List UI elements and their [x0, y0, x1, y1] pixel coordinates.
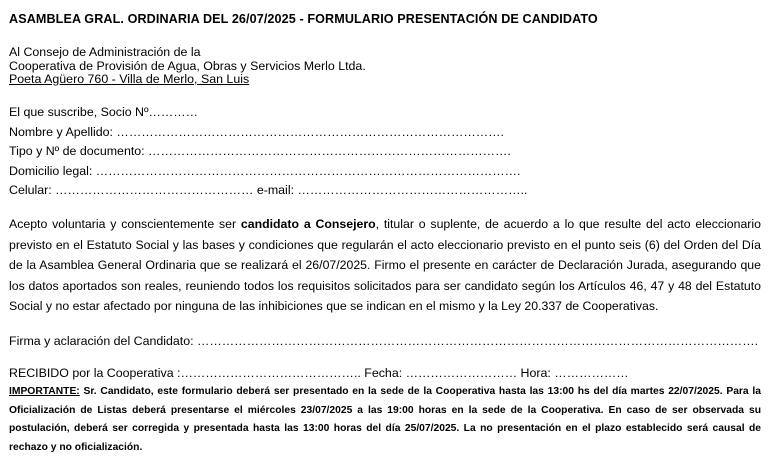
important-label: IMPORTANTE: — [9, 386, 80, 397]
important-text: Sr. Candidato, este formulario deberá ser presentado en la sede de la Cooperativa hasta las 13:00 hs del día martes 22/07/2025. Para la Oficialización de Listas deberá presentarse el miércoles 23/07/2025 a las 19:00 horas en la sede de la Cooperativa. En caso de ser observada su postulación, deberá ser corregida y presentada hasta las 13:00 horas del día 25/07/2025. La no presentación en el plazo establecido será causal de rechazo y no oficialización. — [9, 386, 761, 453]
nombre-field: Nombre y Apellido: …………………………………………………………………………………. — [9, 124, 504, 139]
declaration-text-end: , titular o suplente, de acuerdo a lo que resulte del acto eleccionario previsto en el Estatuto Social y las bases y condiciones que regularán el acto eleccionario previsto en el punto seis (6) del Orden del Día de la Asamblea General Ordinaria que se realizará el 26/07/2025. Firmo el presente en carácter de Declaración Jurada, asegurando que los datos aportados son reales, reuniendo todos los requisitos solicitados para ser candidato según los Artículos 46, 47 y 48 del Estatuto Social y no estar afectado por ninguna de las inhibiciones que se indican en el mismo y la Ley 20.337 de Cooperativas. — [9, 217, 761, 314]
socio-field: El que suscribe, Socio Nº………… — [9, 105, 199, 119]
declaration-role: candidato a Consejero — [240, 217, 376, 231]
declaration-text-start: Acepto voluntaria y conscientemente ser — [9, 217, 241, 231]
recipient-line-2: Cooperativa de Provisión de Agua, Obras y Servicios Merlo Ltda. — [9, 58, 366, 73]
declaration-paragraph — [9, 214, 761, 317]
candidate-fields — [9, 105, 527, 203]
recipient-address: Poeta Agüero 760 - Villa de Merlo, San Luis — [9, 72, 250, 86]
important-note — [9, 383, 761, 457]
documento-field: Tipo y Nº de documento: ……………………………………………………………………………. — [9, 144, 511, 158]
received-line: RECIBIDO por la Cooperativa :…………………………………….. Fecha: ……………………… Hora: ……………… — [9, 366, 629, 380]
recipient-block — [9, 46, 366, 87]
document-title: ASAMBLEA GRAL. ORDINARIA DEL 26/07/2025 - FORMULARIO PRESENTACIÓN DE CANDIDATO — [9, 12, 598, 26]
domicilio-field: Domicilio legal: …………………………………………………………………………………………. — [9, 163, 521, 178]
signature-line: Firma y aclaración del Candidato: ………………………………………………………………………………………………………………………. — [9, 334, 759, 348]
celular-email-field: Celular: ………………………………………… e-mail: ……………………………………………….. — [9, 183, 528, 197]
recipient-line-1: Al Consejo de Administración de la — [9, 45, 201, 59]
